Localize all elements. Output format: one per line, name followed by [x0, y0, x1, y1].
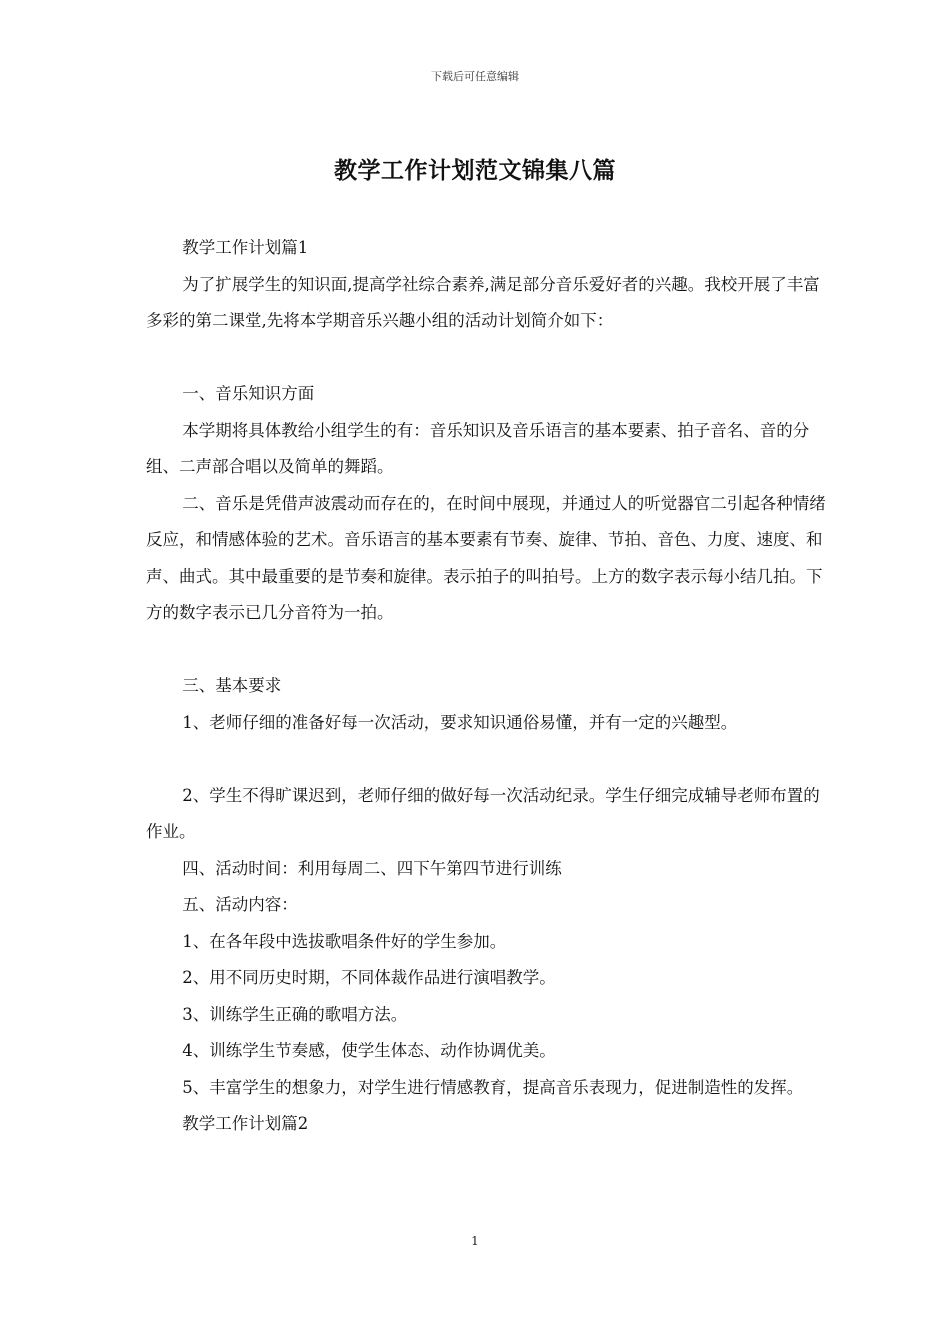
page-number: 1 [471, 1234, 479, 1248]
activity-item-3: 3、训练学生正确的歌唱方法。 [182, 1004, 408, 1024]
activity-item-2: 2、用不同历史时期，不同体裁作品进行演唱教学。 [182, 968, 556, 987]
spacer [146, 741, 826, 778]
requirement-item-2: 2、学生不得旷课迟到，老师仔细的做好每一次活动纪录。学生仔细完成辅导老师布置的作业。 [146, 785, 820, 841]
spacer [146, 632, 826, 669]
intro-paragraph: 为了扩展学生的知识面,提高学社综合素养,满足部分音乐爱好者的兴趣。我校开展了丰富多彩的第二课堂,先将本学期音乐兴趣小组的活动计划简介如下： [146, 274, 820, 330]
section-heading-plan-1: 教学工作计划篇1 [182, 238, 309, 257]
requirement-item-1: 1、老师仔细的准备好每一次活动，要求知识通俗易懂，并有一定的兴趣型。 [182, 712, 738, 732]
section-heading-plan-2: 教学工作计划篇2 [182, 1114, 309, 1133]
document-title: 教学工作计划范文锦集八篇 [334, 157, 616, 184]
spacer [146, 340, 826, 377]
music-elements-paragraph: 二、音乐是凭借声波震动而存在的，在时间中展现，并通过人的听觉器官二引起各种情绪反应，和情感体验的艺术。音乐语言的基本要素有节奏、旋律、节拍、音色、力度、速度、和声、曲式。其中最重要的是节奏和旋律。表示拍子的叫拍号。上方的数字表示每小结几拍。下方的数字表示已几分音符为一拍。 [146, 493, 826, 622]
music-knowledge-paragraph: 本学期将具体教给小组学生的有：音乐知识及音乐语言的基本要素、拍子音名、音的分组、二声部合唱以及简单的舞蹈。 [146, 420, 810, 476]
header-note: 下载后可任意编辑 [431, 70, 519, 83]
section-heading-basic-requirements: 三、基本要求 [182, 676, 282, 695]
activity-item-1: 1、在各年段中选拔歌唱条件好的学生参加。 [182, 931, 507, 951]
section-heading-music-knowledge: 一、音乐知识方面 [182, 384, 315, 403]
section-heading-activity-content: 五、活动内容： [182, 895, 298, 914]
activity-item-5: 5、丰富学生的想象力，对学生进行情感教育，提高音乐表现力，促进制造性的发挥。 [182, 1077, 804, 1097]
activity-time: 四、活动时间：利用每周二、四下午第四节进行训练 [182, 858, 562, 878]
document-body [146, 230, 826, 1143]
activity-item-4: 4、训练学生节奏感，使学生体态、动作协调优美。 [182, 1041, 556, 1060]
